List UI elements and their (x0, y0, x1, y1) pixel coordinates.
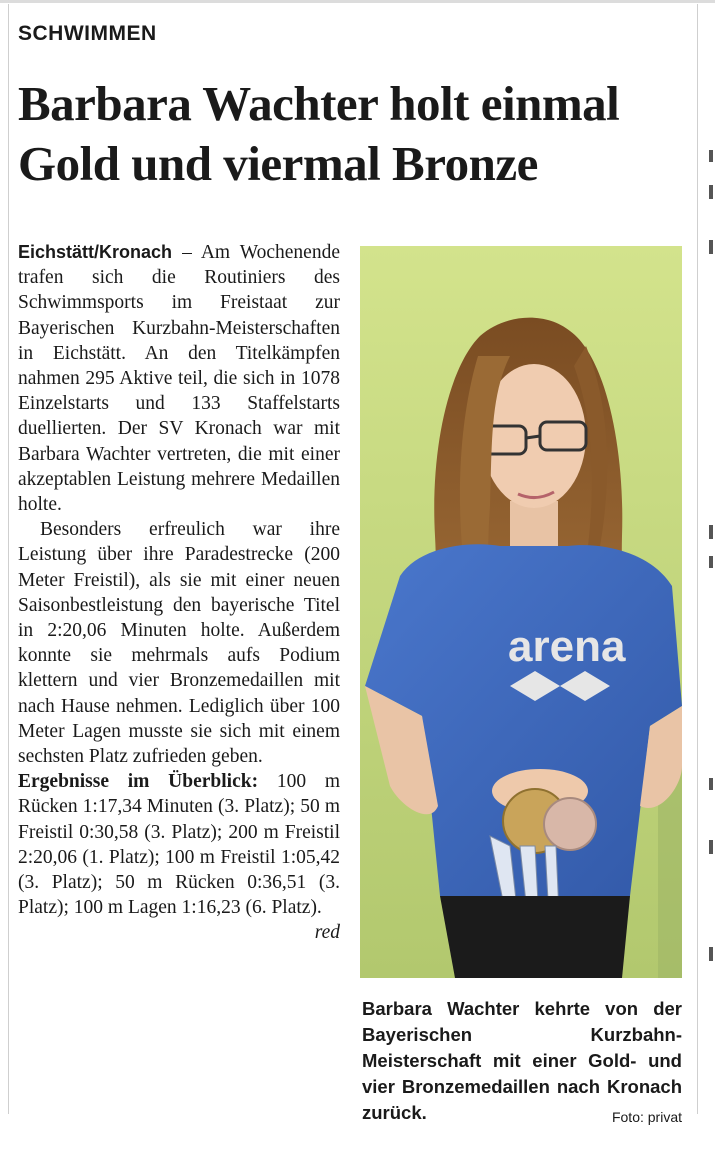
photo-caption (362, 996, 682, 1130)
top-rule (0, 0, 715, 3)
edge-fragment (709, 185, 713, 199)
section-kicker: SCHWIMMEN (18, 22, 157, 45)
shirt-logo-text: arena (508, 622, 626, 671)
article-paragraph-1 (18, 240, 340, 517)
edge-fragment (709, 150, 713, 162)
edge-fragment (709, 556, 713, 568)
results-paragraph (18, 769, 340, 944)
left-column-rule (8, 4, 9, 1114)
dateline-dash: – (172, 242, 201, 263)
portrait-photo (360, 246, 682, 978)
author-abbrev: red (314, 922, 340, 944)
paragraph-1-text: Am Wochenende trafen sich die Routiniers des Schwimmsports im Freistaat zur Bayerischen Kurzbahn-Meisterschaften in Eichstätt. An den Titelkämpfen nahmen 295 Aktive teil, die sich in 1078 Einzelstarts und 133 Staffelstarts duellierten. Der SV Kronach war mit Barbara Wachter vertreten, die mit einer akzeptablen Leistung mehrere Medaillen holte. (18, 242, 340, 516)
edge-fragment (709, 840, 713, 854)
article-body (18, 240, 340, 946)
edge-fragment (709, 240, 713, 254)
results-heading: Ergebnisse im Überblick: (18, 771, 259, 793)
edge-fragment (709, 947, 713, 961)
edge-fragment (709, 525, 713, 539)
article-paragraph-2: Besonders erfreulich war ihre Leistung über ihre Paradestrecke (200 Meter Freistil), als sie mit einer neuen Saisonbestleistung den bayerische Titel in 2:20,06 Minuten holte. Außerdem konnte sie mehrmals aufs Podium klettern und vier Bronzemedaillen mit nach Hause nehmen. Lediglich über 100 Meter Lagen musste sie sich mit einem sechsten Platz zufrieden geben. (18, 519, 340, 768)
edge-fragment (709, 778, 713, 790)
dateline: Eichstätt/Kronach (18, 242, 173, 262)
photo-credit: Foto: privat (611, 1109, 682, 1125)
portrait-illustration (360, 246, 682, 978)
headline: Barbara Wachter holt einmal Gold und viermal Bronze (18, 76, 620, 191)
results-text: 100 m Rücken 1:17,34 Minuten (3. Platz); 50 m Freistil 0:30,58 (3. Platz); 200 m Freistil 2:20,06 (1. Platz); 100 m Freistil 1:05,42 (3. Platz); 50 m Rücken 0:36,51 (3. Platz); 100 m Lagen 1:16,23 (6. Platz). (18, 771, 340, 919)
caption-text: Barbara Wachter kehrte von der Bayerischen Kurzbahn-Meisterschaft mit einer Gold- und vier Bronzemedaillen nach Kronach zurück. (362, 998, 682, 1123)
